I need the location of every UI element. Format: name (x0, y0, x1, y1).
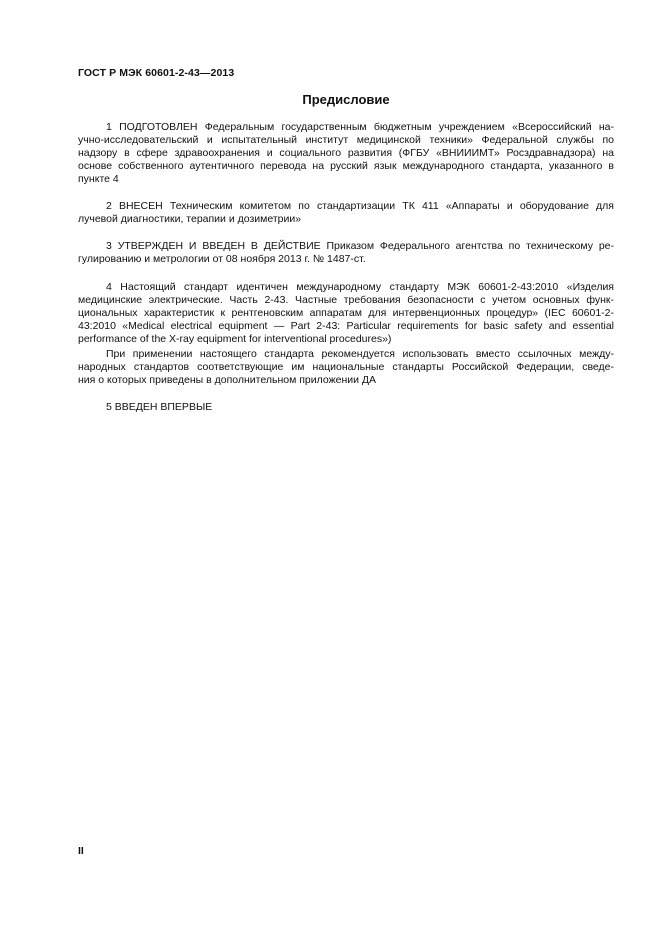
text-line: медицинские электрические. Часть 2-43. Частные требования безопасности с учетом основных функ- (78, 294, 614, 306)
text-line: 43:2010 «Medical electrical equipment — Part 2-43: Particular requirements for basic safety and essential (78, 320, 614, 332)
text-line: ния о которых приведены в дополнительном приложении ДА (78, 374, 376, 386)
text-line: 4 Настоящий стандарт идентичен международному стандарту МЭК 60601-2-43:2010 «Изделия (106, 281, 614, 293)
page-title: Предисловие (302, 92, 390, 107)
text-line: 1 ПОДГОТОВЛЕН Федеральным государственным бюджетным учреждением «Всероссийский на- (106, 121, 614, 133)
document-code-header: ГОСТ Р МЭК 60601-2-43—2013 (78, 67, 235, 79)
text-line: лучевой диагностики, терапии и дозиметрии» (78, 213, 302, 225)
text-line: 3 УТВЕРЖДЕН И ВВЕДЕН В ДЕЙСТВИЕ Приказом Федерального агентства по техническому ре- (106, 240, 614, 252)
paragraph-introduced-by (78, 200, 614, 226)
text-line: гулированию и метрологии от 08 ноября 2013 г. № 1487-ст. (78, 253, 366, 265)
paragraph-first-introduced (78, 401, 614, 414)
page-number: II (78, 845, 84, 857)
paragraph-identical-standard (78, 281, 614, 346)
text-line: циональных характеристик к рентгеновским аппаратам для интервенционных процедур» (IEC 60601-2- (78, 307, 614, 319)
text-line: пункте 4 (78, 173, 119, 185)
text-line: При применении настоящего стандарта рекомендуется использовать вместо ссылочных между- (106, 348, 614, 360)
text-line: надзору в сфере здравоохранения и социального развития (ФГБУ «ВНИИИМТ» Росздравнадзора) на (78, 147, 614, 159)
text-line: performance of the X-ray equipment for interventional procedures») (78, 333, 392, 345)
text-line: народных стандартов соответствующие им национальные стандарты Российской Федерации, сведе- (78, 361, 614, 373)
paragraph-prepared-by (78, 121, 614, 186)
text-line: 2 ВНЕСЕН Техническим комитетом по стандартизации ТК 411 «Аппараты и оборудование для (106, 200, 614, 212)
paragraph-approved (78, 240, 614, 266)
text-line: основе собственного аутентичного перевода на русский язык международного стандарта, указанного в (78, 160, 614, 172)
paragraph-application-note (78, 348, 614, 387)
text-line: 5 ВВЕДЕН ВПЕРВЫЕ (106, 401, 213, 413)
text-line: учно-исследовательский и испытательный институт медицинской техники» Федеральной службы по (78, 134, 614, 146)
